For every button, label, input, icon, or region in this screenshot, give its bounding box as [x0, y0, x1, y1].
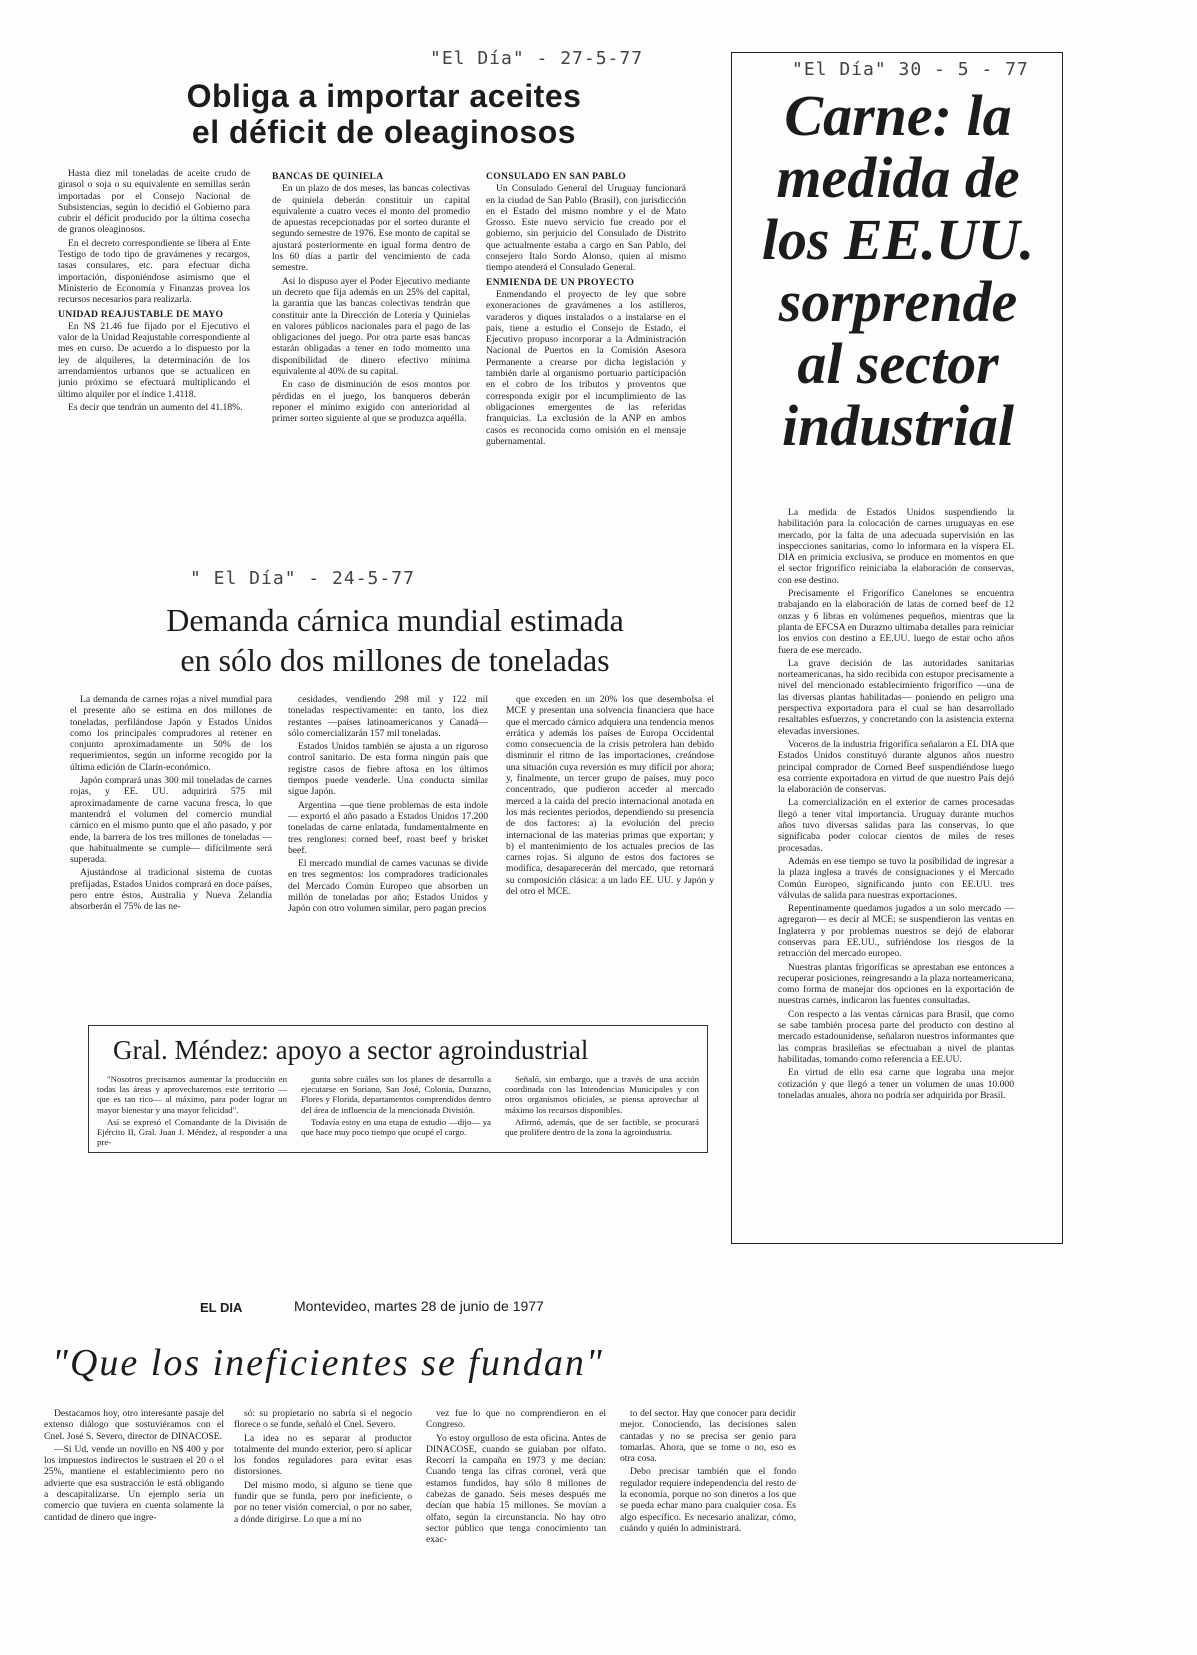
paragraph: Además en ese tiempo se tuvo la posibilidad de ingresar a la plaza inglesa a través de consignaciones y el Mercado Común Europeo, significando junto con EE.UU. tres válvulas de salida para nuestras exportaciones. — [778, 855, 1014, 901]
headline-line: industrial — [781, 393, 1015, 458]
paragraph: Precisamente el Frigorífico Canelones se encuentra trabajando en la elaboración de latas de corned beef de 12 onzas y 6 libras en volúmenes pequeños, mientras que la planta de EFCSA en Durazno ultimaba detalles para reiniciar los envíos con destino a EE.UU. luego de estar ocho años fuera de ese mercado. — [778, 588, 1014, 656]
column-3 — [426, 1408, 606, 1640]
headline-line-1: Obliga a importar aceites — [186, 78, 582, 114]
article-oleaginosos — [58, 40, 690, 495]
paragraph: En virtud de ello esa carne que lograba una mejor cotización y que llegó a tener un volumen de unas 10.000 toneladas anuales, ahora no podría ser adquirida por Brasil. — [778, 1067, 1014, 1101]
headline: Gral. Méndez: apoyo a sector agroindustrial — [113, 1035, 589, 1065]
paragraph: El mercado mundial de carnes vacunas se divide en tres segmentos: los compradores tradicionales del Mercado Común Europeo que absorben un millón de toneladas por año; Estados Unidos y Japón con otro volumen similar, pero pagan precios — [288, 858, 488, 915]
headline-line-2: en sólo dos millones de toneladas — [180, 642, 610, 678]
paragraph: En un plazo de dos meses, las bancas colectivas de quiniela deberán constituir un capital equivalente a cuatro veces el monto del promedio de apuestas recepcionadas por el sorteo durante el segundo semestre de 1976. Ese monto de capital se ajustará posteriormente en igual forma dentro de los 60 días a partir del vencimiento de cada semestre. — [272, 183, 470, 274]
paragraph: Un Consulado General del Uruguay funcionará en la ciudad de San Pablo (Brasil), con jurisdicción en el Estado del mismo nombre y el de Mato Grosso. Este nuevo servicio fue creado por el gobierno, sin perjuicio del Consulado de Distrito que actualmente estaba a cargo en San Pablo, del consejero Italo Sordo Alonso, quien al mismo tiempo atenderá el Consulado General. — [486, 183, 686, 274]
headline-line-2: el déficit de oleaginosos — [191, 114, 577, 150]
headline: "Que los ineficientes se fundan" — [52, 1342, 604, 1384]
paragraph: En caso de disminución de esos montos por pérdidas en el juego, los banqueros deberán reponer el mínimo exigido con anterioridad al primer sorteo siguiente al que se produzca aquélla. — [272, 379, 470, 425]
body-column — [778, 507, 1014, 1235]
column-3 — [506, 694, 714, 954]
paragraph: Todavía estoy en una etapa de estudio —dijo— ya que hace muy poco tiempo que ocupé el cargo. — [301, 1116, 491, 1138]
article-ineficientes — [38, 1300, 838, 1645]
headline-line: sorprende — [778, 269, 1018, 334]
date-annotation: "El Día" 30 - 5 - 77 — [792, 59, 1029, 80]
subheading: CONSULADO EN SAN PABLO — [486, 171, 626, 182]
paragraph: Nuestras plantas frigoríficas se aprestaban ese entonces a recuperar posiciones, reingresando a la plaza norteamericana, como forma de manejar dos opciones en la exportación de nuestras carnes, indicaron las fuentes consultadas. — [778, 961, 1014, 1007]
paragraph: cesidades, vendiendo 298 mil y 122 mil toneladas respectivamente: en tanto, los diez restantes —países latinoamericanos y Canadá— sólo comercializarán 157 mil toneladas. — [288, 694, 488, 739]
date-annotation: " El Día" - 24-5-77 — [190, 568, 415, 589]
subheading: UNIDAD REAJUSTABLE DE MAYO — [58, 308, 224, 320]
article-carne-eeuu — [731, 52, 1063, 1244]
headline-line: al sector — [797, 331, 999, 396]
article-demanda-carnica — [70, 560, 720, 960]
paragraph: La medida de Estados Unidos suspendiendo la habilitación para la colocación de carnes uruguayas en ese mercado, por la falta de una adecuada supervisión en las inspecciones sanitarias, como lo informara en la víspera EL DIA en primicia exclusiva, se produce en momentos en que el sector frigorífico reiniciaba la elaboración de conservas, con ese destino. — [778, 507, 1014, 586]
paragraph: que exceden en un 20% los que desembolsa el MCE y presentan una solvencia financiera que hace que el mercado cárnico adquiera una tendencia menos errática y además los países de Europa Occidental como consecuencia de la crisis petrolera han debido disminuir el ritmo de las importaciones, creándose una situación cuya reversión es muy difícil por ahora; y, finalmente, un tercer grupo de países, muy poco concentrado, que pudieron acceder al mercado merced a la caída del precio internacional anotada en los más recientes períodos, dependiendo su presencia de dos factores: a) la evolución del precio internacional de las materias primas que exportan; y b) el mantenimiento de los actuales precios de las carnes rojas. Si alguno de estos dos factores se modifica, desaparecerán del mercado, que retornará su composición clásica: a un lado EE. UU. y Japón y del otro el MCE. — [506, 694, 714, 898]
column-2 — [301, 1074, 491, 1150]
paragraph: "Nosotros precisamos aumentar la producción en todas las áreas y aprovecharemos este territorio —que es tan rico— al máximo, para poder lograr un mayor bienestar y una mayor felicidad". — [97, 1074, 287, 1115]
paragraph: Del mismo modo, si alguno se tiene que fundir que se funda, pero por ineficiente, o por no tener visión comercial, o por no saber, a dónde dirigirse. Lo que a mí no — [234, 1479, 412, 1525]
paragraph: Enmendando el proyecto de ley que sobre exoneraciones de gravámenes a los astilleros, varaderos y diques instalados o a instalarse en el país, tiene a estudio el Consejo de Estado, el Ejecutivo propuso incorporar a la Administración Nacional de Puertos en la Comisión Asesora Permanente a crearse por dicha legislación y también darle al organismo portuario participación en el cobro de los tributos y proventos que corresponda exigir por el incumplimiento de las obligaciones emergentes de las referidas franquicias. La exclusión de la ANP en ambos casos es reconocida como omisión en el mensaje gubernamental. — [486, 288, 686, 447]
headline — [740, 85, 1056, 457]
paragraph: Voceros de la industria frigorífica señalaron a EL DIA que Estados Unidos constituyó durante algunos años nuestro principal comprador de Corned Beef suspendiéndose luego esa corriente exportadora en virtud de que nuestro País dejó la elaboración de conservas. — [778, 738, 1014, 796]
paragraph: Ajustándose al tradicional sistema de cuotas prefijadas, Estados Unidos comprará en doce países, pero entre éstos, Australia y Nueva Zelandia absorberán el 75% de las ne- — [70, 867, 272, 913]
paragraph: Debo precisar también que el fondo regulador requiere independencia del resto de la economía, porque no son dineros a los que se pueda echar mano para cualquier cosa. Es algo específico. Es necesario analizar, cómo, cuándo y quién lo administrará. — [620, 1466, 796, 1534]
paragraph: Señaló, sin embargo, que a través de una acción coordinada con las Intendencias Municipales y con otros organismos oficiales, se piensa aprovechar al máximo los recursos disponibles. — [505, 1074, 699, 1115]
paragraph: Destacamos hoy, otro interesante pasaje del extenso diálogo que sostuviéramos con el Cnel. José S. Severo, director de DINACOSE. — [44, 1408, 224, 1442]
paragraph: to del sector. Hay que conocer para decidir mejor. Conociendo, las decisiones salen cantadas y no se precisa ser genio para tomarlas. Ahora, que se tome o no, eso es otra cosa. — [620, 1408, 796, 1465]
column-1 — [70, 694, 272, 954]
headline-line-1: Demanda cárnica mundial estimada — [166, 602, 624, 638]
column-4 — [620, 1408, 796, 1640]
paragraph: Repentinamente quedamos jugados a un solo mercado —agregaron— es decir al MCE: se suspendieron las ventas en Inglaterra y por problemas nuestros se dejó de elaborar conservas para EE.UU., sufriéndose los riesgos de la retracción del mercado europeo. — [778, 903, 1014, 960]
paragraph: Hasta diez mil toneladas de aceite crudo de girasol o soja o su equivalente en semillas serán importadas por el Consejo Nacional de Subsistencias, según lo decidió el Gobierno para cubrir el déficit producido por la última cosecha de granos oleaginosos. — [58, 168, 250, 236]
paragraph: En N$ 21.46 fue fijado por el Ejecutivo el valor de la Unidad Reajustable correspondiente al mes en curso. De acuerdo a lo dispuesto por la ley de alquileres, la determinación de los arrendamientos urbanos que se actualicen en junio próximo se efectuará multiplicando el último alquiler por el índice 1.4118. — [58, 320, 250, 400]
article-gral-mendez — [88, 1025, 708, 1153]
paragraph: Japón comprará unas 300 mil toneladas de carnes rojas, y EE. UU. adquirirá 575 mil aproximadamente de carne vacuna fresca, lo que mantendrá el volumen del comercio mundial cárnico en el mismo punto que el año pasado, y por ende, la barrera de los tres millones de toneladas —que habitualmente se cumple— difícilmente será superada. — [70, 775, 272, 866]
masthead: EL DIA — [200, 1300, 243, 1315]
subheading: ENMIENDA DE UN PROYECTO — [486, 276, 635, 288]
column-1 — [58, 168, 250, 493]
paragraph: La demanda de carnes rojas a nivel mundial para el presente año se estima en dos millones de toneladas, perfilándose Japón y Estados Unidos como los principales compradores al retener en conjunto aproximadamente un 50% de los requerimientos, según un informe recogido por la última edición de Clarín-económico. — [70, 694, 272, 773]
column-2 — [288, 694, 488, 954]
paragraph: Así lo dispuso ayer el Poder Ejecutivo mediante un decreto que fija además en un 25% del capital, la garantía que las bancas colectivas tendrán que constituir ante la Dirección de Lotería y Quinielas en valores públicos nacionales para el pago de las obligaciones del juego. Por otra parte esas bancas estarán obligadas a tener en todo momento una disponibilidad de dinero efectivo mínima equivalente al 40% de su capital. — [272, 275, 470, 378]
date-annotation: "El Día" - 27-5-77 — [430, 48, 644, 69]
paragraph: La idea no es separar al productor totalmente del mundo exterior, pero sí aplicar los fondos reguladores para evitar esas distorsiones. — [234, 1432, 412, 1478]
subheading: BANCAS DE QUINIELA — [272, 171, 384, 182]
headline-line: los EE.UU. — [761, 207, 1035, 272]
headline — [104, 78, 664, 150]
paragraph: La comercialización en el exterior de carnes procesadas llegó a tener vital importancia. Uruguay durante muchos años tuvo diversas salidas para las conservas, lo que significaba poder colocar cientos de miles de reses procesadas. — [778, 797, 1014, 854]
paragraph: Yo estoy orgulloso de esta oficina. Antes de DINACOSE, cuando se guiaban por olfato. Recorrí la campaña en 1973 y me decían: Cuando tenga las cifras coronel, verá que estamos fundidos, hay sólo 8 millones de cabezas de ganado. Seis meses después me decían que había 15 millones. Se movían a olfato, según la circunstancia. No hay otro sector público que tenga conocimiento tan exac- — [426, 1432, 606, 1546]
paragraph: Con respecto a las ventas cárnicas para Brasil, que como se sabe también procesa parte del producto con destino al mercado estadounidense, señalaron nuestros informantes que las compras brasileñas se efectuaban a nivel de plantas habilitadas, tomando como referencia a EE.UU. — [778, 1008, 1014, 1065]
paragraph: Argentina —que tiene problemas de esta índole— exportó el año pasado a Estados Unidos 17.200 toneladas de carne enlatada, fundamentalmente en tres renglones: corned beef, roast beef y brisket beef. — [288, 799, 488, 856]
paragraph: Estados Unidos también se ajusta a un riguroso control sanitario. De esta forma ningún país que registre casos de fiebre aftosa en los últimos tiempos puede venderle. Una conducta similar sigue Japón. — [288, 741, 488, 798]
paragraph: En el decreto correspondiente se libera al Ente Testigo de todo tipo de gravámenes y recargos, tasas consulares, etc. para efectuar dicha importación, disponiéndose asimismo que el Ministerio de Economía y Finanzas provea los recursos necesarios para realizarla. — [58, 237, 250, 306]
column-3 — [505, 1074, 699, 1150]
headline-line: medida de — [776, 145, 1020, 210]
paragraph: Afirmó, además, que de ser factible, se procurará que prolifere dentro de la zona la agroindustria. — [505, 1116, 699, 1138]
headline — [80, 600, 710, 680]
paragraph: Es decir que tendrán un aumento del 41.18%. — [68, 401, 243, 413]
column-1 — [44, 1408, 224, 1640]
column-3 — [486, 168, 686, 493]
paragraph: vez fue lo que no comprendieron en el Congreso. — [426, 1408, 606, 1431]
paragraph: La grave decisión de las autoridades sanitarias norteamericanas, ha sido recibida con estupor precisamente a nivel del mencionado establecimiento frigorífico —una de las diversas plantas habilitadas— poniendo en peligro una perspectiva exportadora para el cual se han desarrollado resaltables esfuerzos, y concretando con la asistencia externa elevadas inversiones. — [778, 657, 1014, 737]
column-2 — [234, 1408, 412, 1640]
dateline: Montevideo, martes 28 de junio de 1977 — [294, 1298, 544, 1314]
headline-line: Carne: la — [784, 83, 1012, 148]
paragraph: gunta sobre cuáles son los planes de desarrollo a ejecutarse en Soriano, San José, Colonia, Durazno, Flores y Florida, departamentos comprendidos dentro del área de influencia de la mencionada División. — [301, 1074, 491, 1115]
column-1 — [97, 1074, 287, 1150]
paragraph: só: su propietario no sabría si el negocio florece o se funde, señaló el Cnel. Severo. — [234, 1408, 412, 1431]
paragraph: —Si Ud. vende un novillo en N$ 400 y por los impuestos indirectos le sustraen el 20 o el 25%, mantiene el establecimiento pero no advierte que esa sustracción le está obligando a descapitalizarse. Un ejemplo sería un comercio que tuviera en cuenta solamente la cantidad de dinero que ingre- — [44, 1443, 224, 1523]
column-2 — [272, 168, 470, 493]
paragraph: Así se expresó el Comandante de la División de Ejército II, Gral. Juan J. Méndez, al responder a una pre- — [97, 1116, 287, 1148]
